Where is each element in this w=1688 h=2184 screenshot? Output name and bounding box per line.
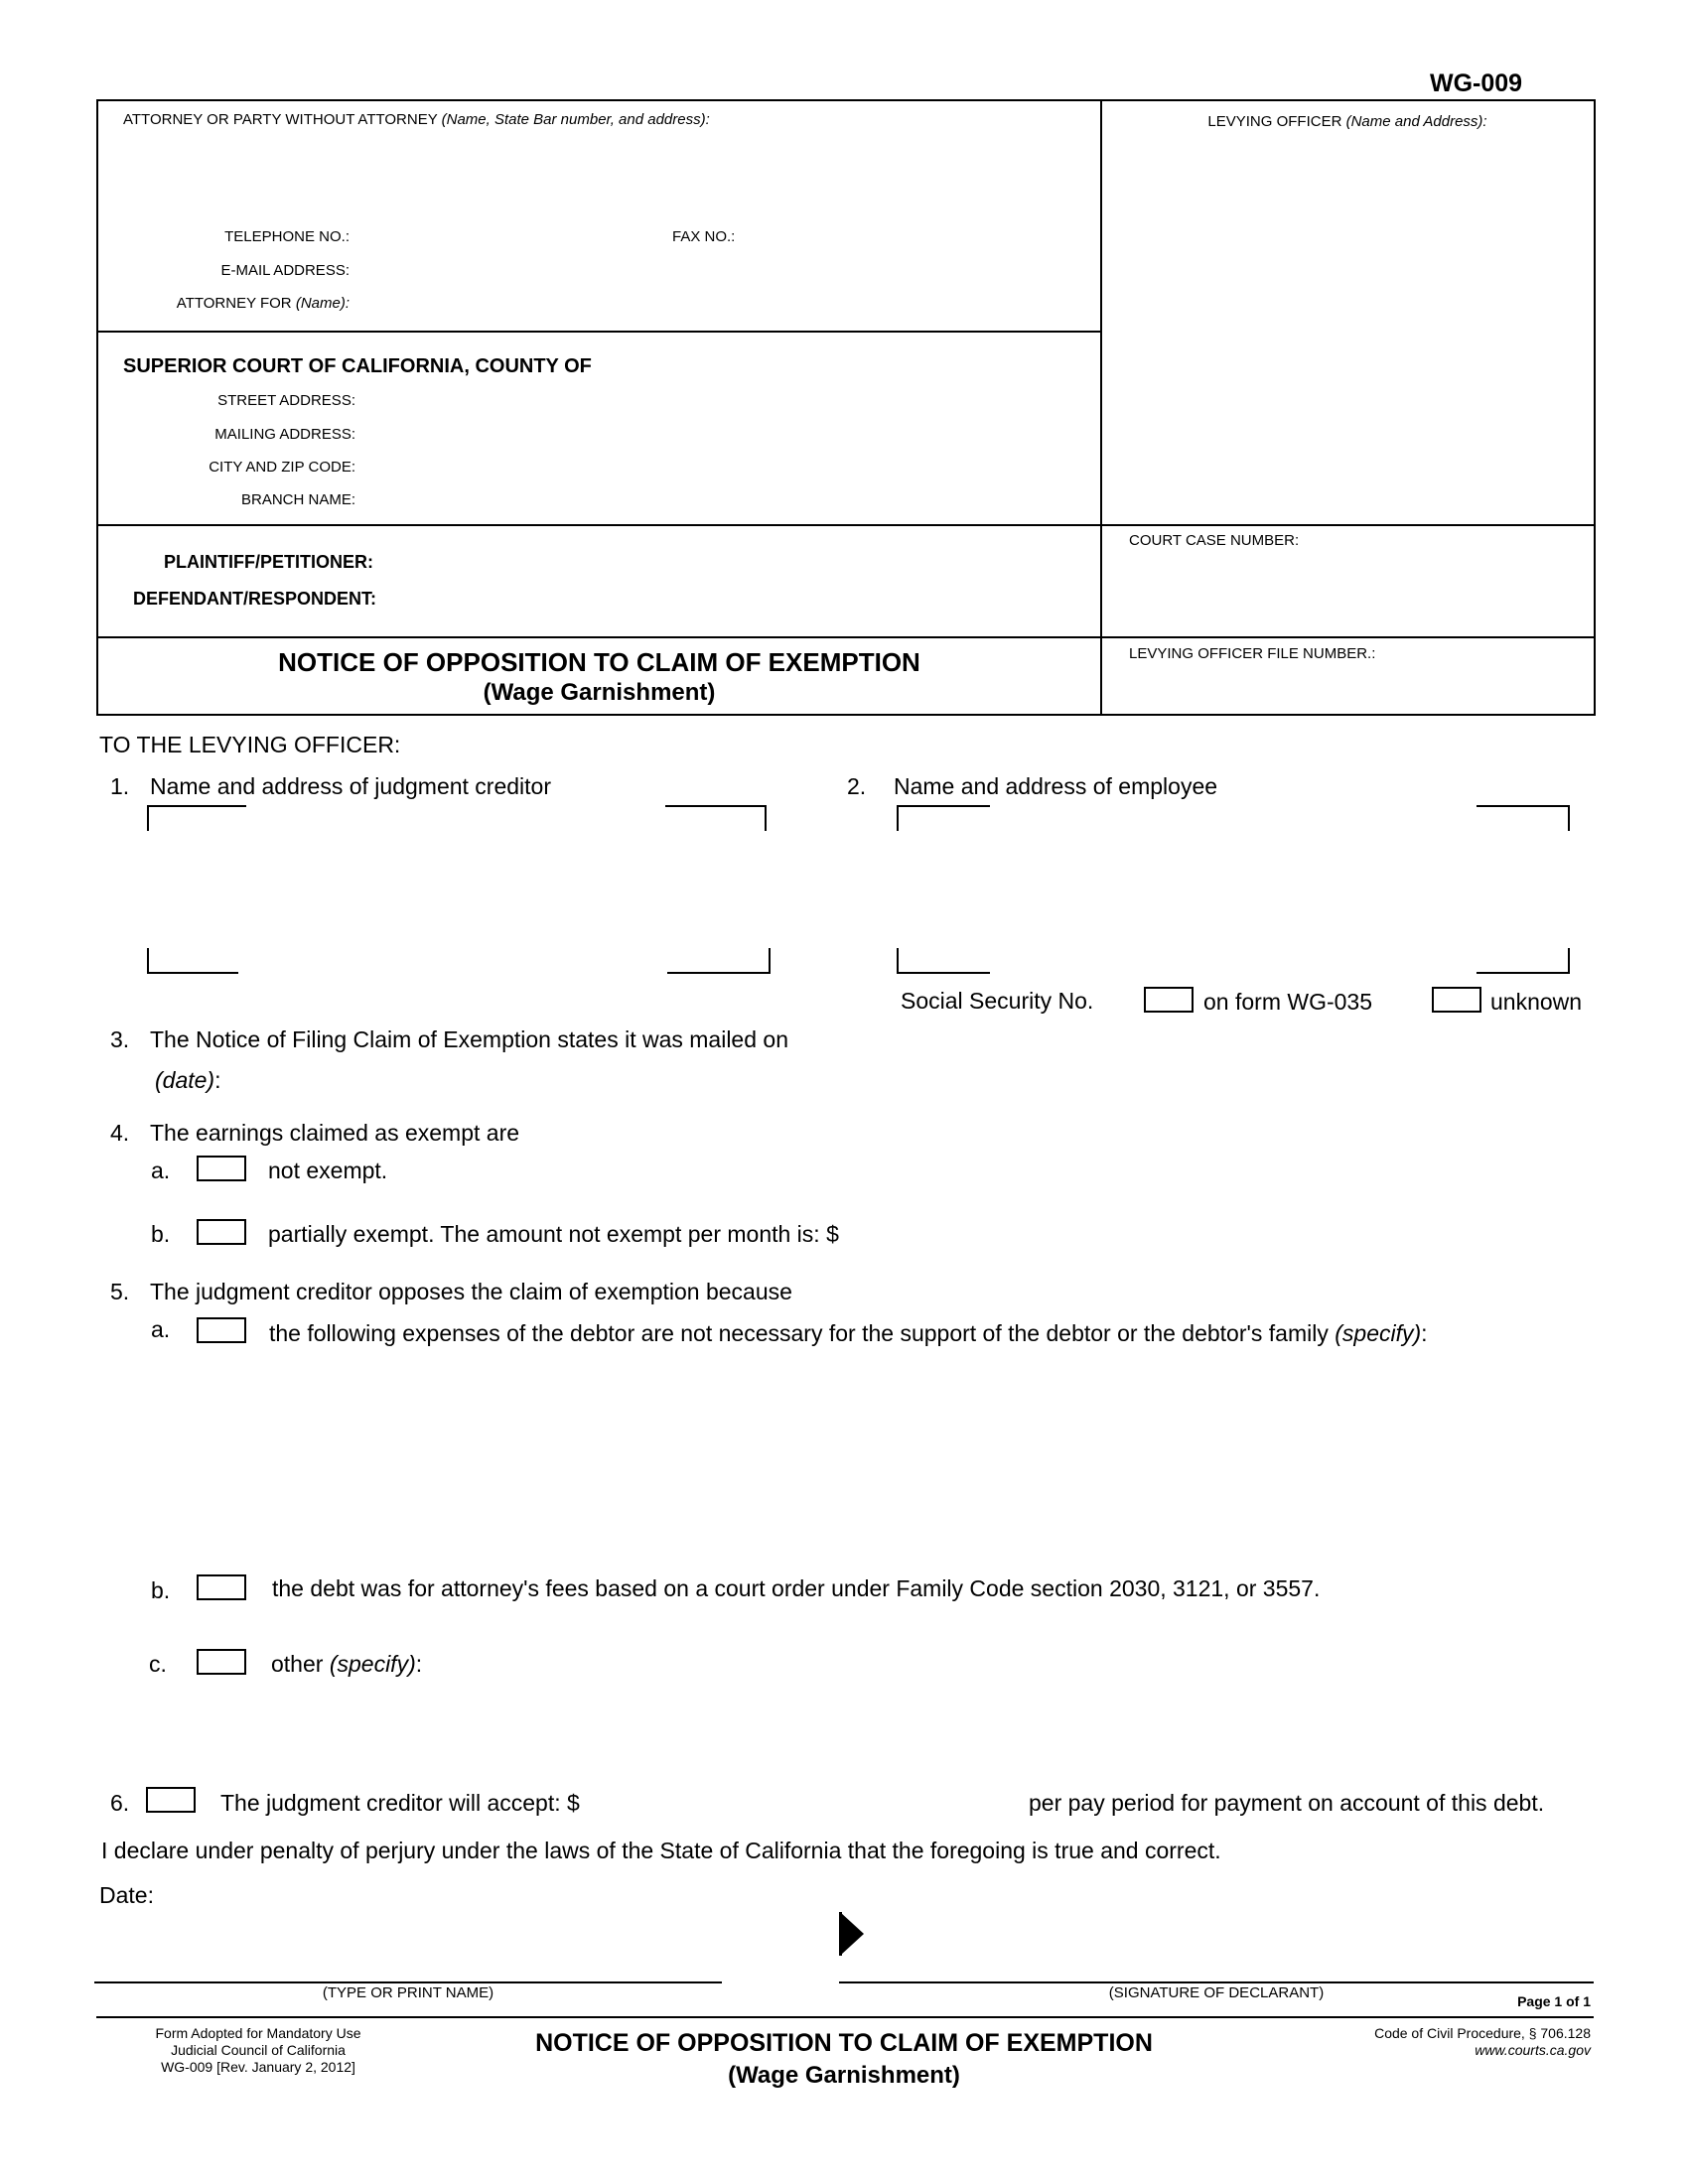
will-accept-suffix: per pay period for payment on account of this debt. — [1029, 1790, 1545, 1816]
item4-text: The earnings claimed as exempt are — [150, 1120, 520, 1146]
courts-website-link[interactable]: www.courts.ca.gov — [1475, 2042, 1591, 2058]
caption-line-attorney — [96, 331, 1100, 333]
form-title: NOTICE OF OPPOSITION TO CLAIM OF EXEMPTION — [278, 647, 920, 677]
telephone-label: TELEPHONE NO.: — [224, 228, 350, 245]
not-exempt-checkbox[interactable] — [197, 1156, 246, 1181]
ssn-on-form-checkbox[interactable] — [1144, 987, 1194, 1013]
adopted-line-2: Judicial Council of California — [171, 2042, 346, 2058]
form-number: WG-009 — [1430, 69, 1523, 97]
fax-label: FAX NO.: — [672, 228, 736, 245]
case-number-label: COURT CASE NUMBER: — [1129, 532, 1300, 549]
caption-divider — [1100, 99, 1102, 716]
signature-line[interactable] — [839, 1981, 1594, 1983]
item5b-letter: b. — [151, 1577, 171, 1603]
footer-title: NOTICE OF OPPOSITION TO CLAIM OF EXEMPTION — [535, 2029, 1153, 2057]
code-citation: Code of Civil Procedure, § 706.128 — [1374, 2025, 1591, 2041]
file-number-label: LEVYING OFFICER FILE NUMBER.: — [1129, 645, 1376, 662]
partially-exempt-label: partially exempt. The amount not exempt per month is: $ — [268, 1221, 839, 1247]
caption-line-court — [96, 524, 1594, 526]
item3-number: 3. — [110, 1026, 130, 1052]
adopted-line-3: WG-009 [Rev. January 2, 2012] — [161, 2059, 355, 2075]
not-exempt-label: not exempt. — [268, 1158, 388, 1183]
item4b-letter: b. — [151, 1221, 171, 1247]
caption-bottom-border — [96, 714, 1594, 716]
signature-arrow-stem — [839, 1912, 842, 1956]
item1-number: 1. — [110, 773, 130, 799]
court-title: SUPERIOR COURT OF CALIFORNIA, COUNTY OF — [123, 355, 592, 377]
caption-top-border — [96, 99, 1594, 101]
item5-text: The judgment creditor opposes the claim of exemption because — [150, 1279, 792, 1304]
ssn-unknown-checkbox[interactable] — [1432, 987, 1481, 1013]
print-name-caption: (TYPE OR PRINT NAME) — [322, 1984, 494, 2001]
item4a-letter: a. — [151, 1158, 171, 1183]
caption-line-parties — [96, 636, 1594, 638]
item3-date-label: (date): — [155, 1067, 221, 1093]
page-number: Page 1 of 1 — [1517, 1993, 1591, 2009]
caption-right-border — [1594, 99, 1596, 716]
will-accept-checkbox[interactable] — [146, 1787, 196, 1813]
other-checkbox[interactable] — [197, 1649, 246, 1675]
will-accept-label: The judgment creditor will accept: $ — [220, 1790, 580, 1816]
attorney-fees-checkbox[interactable] — [197, 1574, 246, 1600]
adopted-line-1: Form Adopted for Mandatory Use — [155, 2025, 361, 2041]
item1-text: Name and address of judgment creditor — [150, 773, 551, 799]
attorney-for-label: ATTORNEY FOR (Name): — [176, 295, 350, 312]
email-label: E-MAIL ADDRESS: — [220, 262, 350, 279]
code-block — [1241, 2025, 1591, 2059]
mailing-address-label: MAILING ADDRESS: — [214, 426, 355, 443]
city-zip-label: CITY AND ZIP CODE: — [209, 459, 355, 476]
footer-rule — [96, 2016, 1594, 2018]
signature-arrow-icon — [840, 1912, 864, 1956]
item2-text: Name and address of employee — [894, 773, 1218, 799]
ssn-unknown-label: unknown — [1490, 989, 1583, 1015]
branch-name-label: BRANCH NAME: — [240, 491, 355, 508]
ssn-label: Social Security No. — [901, 988, 1094, 1014]
partially-exempt-checkbox[interactable] — [197, 1219, 246, 1245]
attorney-fees-label: the debt was for attorney's fees based on a court order under Family Code section 2030, 3121, or 3557. — [272, 1575, 1321, 1601]
to-levying-officer: TO THE LEVYING OFFICER: — [99, 732, 401, 757]
expenses-not-necessary-checkbox[interactable] — [197, 1317, 246, 1343]
declaration-text: I declare under penalty of perjury under the laws of the State of California that the foregoing is true and correct. — [101, 1838, 1221, 1863]
item6-number: 6. — [110, 1790, 130, 1816]
form-subtitle: (Wage Garnishment) — [483, 679, 716, 706]
street-address-label: STREET ADDRESS: — [217, 392, 355, 409]
print-name-line[interactable] — [94, 1981, 722, 1983]
attorney-label: ATTORNEY OR PARTY WITHOUT ATTORNEY (Name, State Bar number, and address): — [123, 111, 710, 128]
adopted-block — [109, 2025, 407, 2076]
item5c-letter: c. — [149, 1651, 167, 1677]
item3-text: The Notice of Filing Claim of Exemption states it was mailed on — [150, 1026, 788, 1052]
caption-left-border — [96, 99, 98, 716]
item5a-letter: a. — [151, 1316, 171, 1342]
item4-number: 4. — [110, 1120, 130, 1146]
plaintiff-label: PLAINTIFF/PETITIONER: — [164, 552, 373, 572]
expenses-not-necessary-label: the following expenses of the debtor are not necessary for the support of the debtor or the debtor's family (specify): — [269, 1320, 1428, 1346]
footer-subtitle: (Wage Garnishment) — [728, 2062, 960, 2089]
defendant-label: DEFENDANT/RESPONDENT: — [132, 589, 376, 609]
item2-number: 2. — [847, 773, 867, 799]
levying-officer-label: LEVYING OFFICER (Name and Address): — [1207, 113, 1487, 130]
item5-number: 5. — [110, 1279, 130, 1304]
date-label: Date: — [99, 1882, 154, 1908]
ssn-on-form-label: on form WG-035 — [1203, 989, 1372, 1015]
other-label: other (specify): — [271, 1651, 423, 1677]
signature-caption: (SIGNATURE OF DECLARANT) — [1108, 1984, 1325, 2001]
